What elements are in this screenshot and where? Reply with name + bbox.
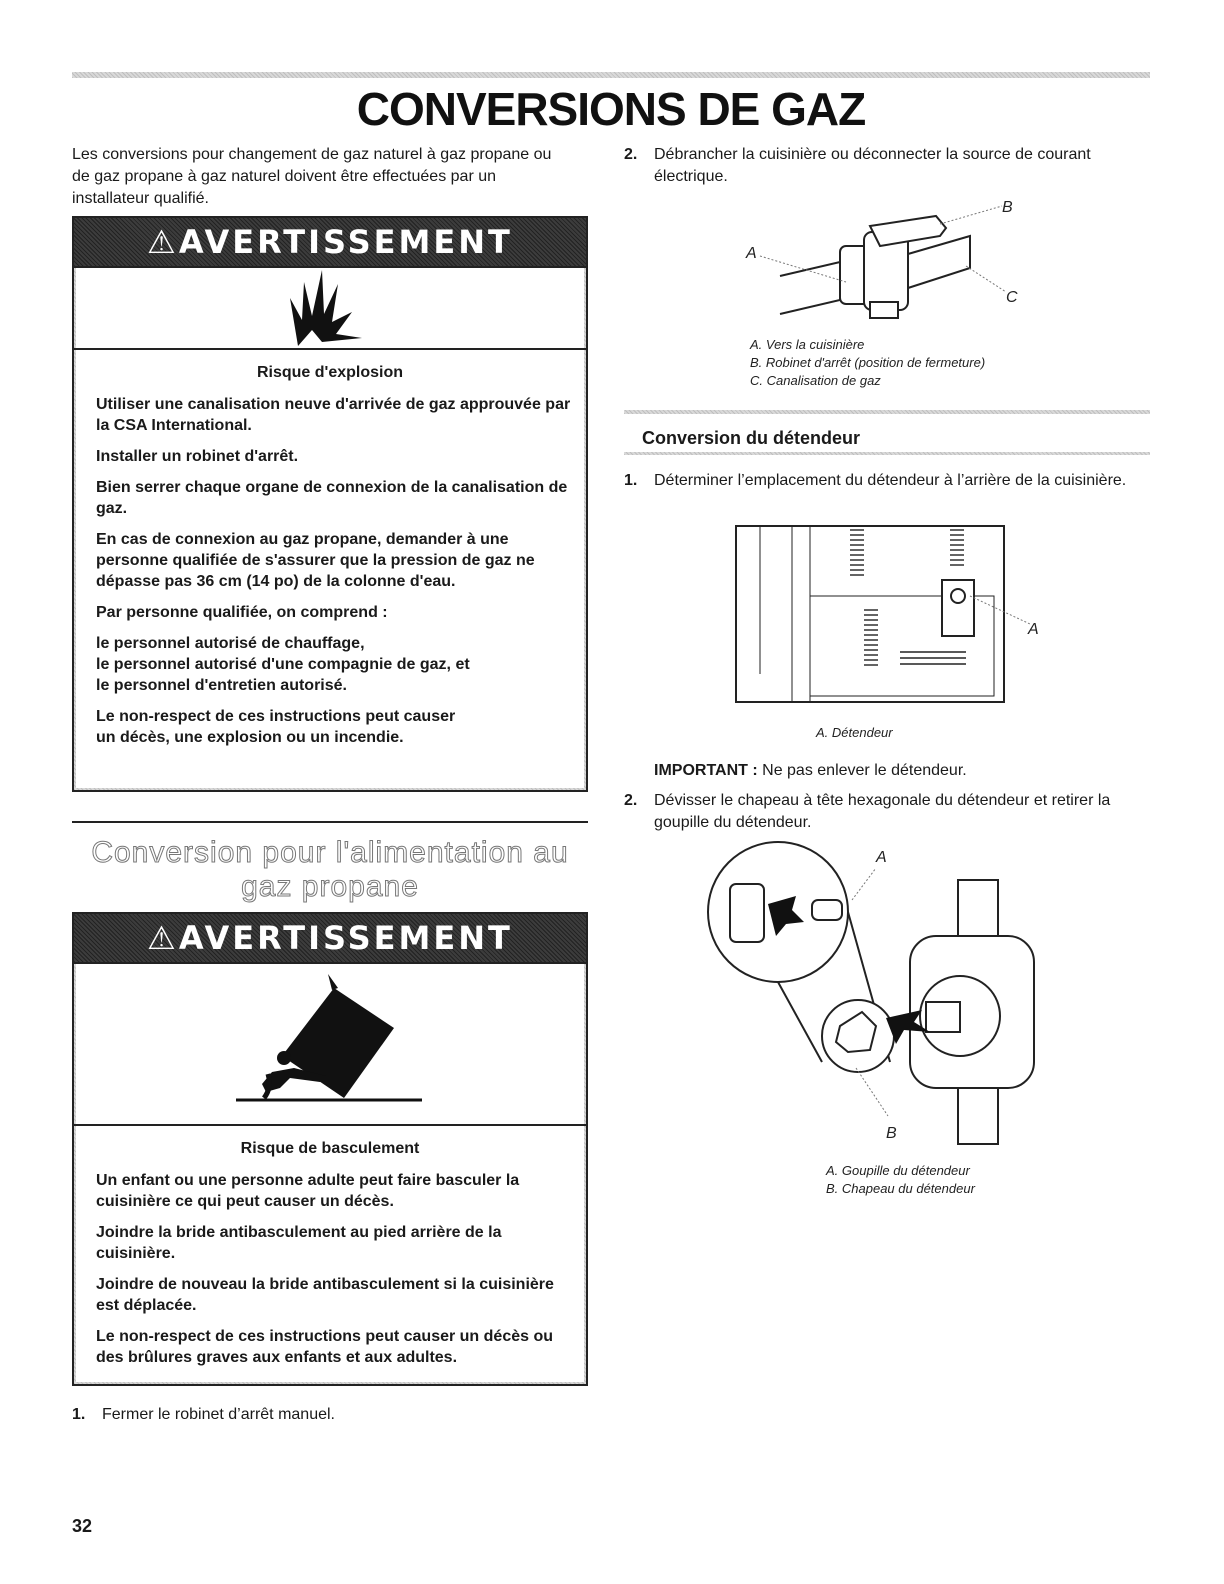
warning-pictogram-area bbox=[74, 266, 586, 350]
tip-over-icon bbox=[76, 964, 584, 1124]
warning-triangle-icon: ⚠ bbox=[147, 919, 179, 957]
important-label: IMPORTANT : bbox=[654, 762, 758, 779]
important-text: Ne pas enlever le détendeur. bbox=[757, 762, 967, 779]
figure-caption bbox=[826, 1162, 1126, 1198]
step-text: Débrancher la cuisinière ou déconnecter la source de courant électrique. bbox=[654, 146, 1091, 185]
step-number: 2. bbox=[624, 146, 638, 163]
figure-caption: A. Détendeur bbox=[816, 725, 893, 740]
caption-line: B. Robinet d'arrêt (position de fermeture) bbox=[750, 355, 986, 370]
top-rule bbox=[72, 72, 1150, 78]
figure-label: A bbox=[746, 245, 757, 262]
subsection-rule bbox=[624, 410, 1150, 414]
warning-header-text: AVERTISSEMENT bbox=[178, 223, 513, 261]
range-back-illustration bbox=[730, 524, 1050, 704]
warning-box-tip-over bbox=[72, 912, 588, 1386]
caption-line: A. Vers la cuisinière bbox=[750, 337, 865, 352]
shutoff-valve-illustration bbox=[740, 196, 1040, 332]
step-text: Déterminer l’emplacement du détendeur à l’arrière de la cuisinière. bbox=[654, 472, 1127, 489]
caption-line: B. Chapeau du détendeur bbox=[826, 1181, 975, 1196]
page-title: CONVERSIONS DE GAZ bbox=[356, 83, 866, 135]
warning-triangle-icon: ⚠ bbox=[147, 223, 179, 261]
warning-subtitle: Risque de basculement bbox=[240, 1140, 420, 1157]
warning-paragraph: Utiliser une canalisation neuve d'arrivée de gaz approuvée par la CSA International. bbox=[96, 396, 571, 434]
warning-paragraph: En cas de connexion au gaz propane, demander à une personne qualifiée de s'assurer que la pression de gaz ne dépasse pas 36 cm (14 po) de la colonne d'eau. bbox=[96, 531, 535, 590]
figure-label: C bbox=[1006, 289, 1018, 306]
figure-label: B bbox=[1002, 199, 1013, 216]
explosion-icon bbox=[76, 268, 584, 348]
step-text: Dévisser le chapeau à tête hexagonale du détendeur et retirer la goupille du détendeur. bbox=[654, 792, 1111, 831]
warning-paragraph: le personnel autorisé de chauffage, le personnel autorisé d'une compagnie de gaz, et le personnel d'entretien autorisé. bbox=[96, 635, 470, 694]
important-note bbox=[654, 760, 1134, 782]
step-number: 1. bbox=[72, 1406, 86, 1423]
warning-subtitle: Risque d'explosion bbox=[256, 364, 404, 381]
warning-header bbox=[74, 914, 586, 962]
page-number: 32 bbox=[72, 1516, 93, 1536]
warning-pictogram-area bbox=[74, 962, 586, 1126]
subsection-heading: Conversion du détendeur bbox=[642, 428, 861, 448]
warning-paragraph: Installer un robinet d'arrêt. bbox=[96, 448, 299, 465]
warning-header-text: AVERTISSEMENT bbox=[178, 919, 513, 957]
warning-body bbox=[74, 350, 586, 790]
warning-paragraph: Un enfant ou une personne adulte peut faire basculer la cuisinière ce qui peut causer un décès. bbox=[96, 1172, 520, 1210]
step-number: 2. bbox=[624, 792, 638, 809]
warning-paragraph: Le non-respect de ces instructions peut causer un décès, une explosion ou un incendie. bbox=[96, 708, 456, 746]
intro-paragraph: Les conversions pour changement de gaz naturel à gaz propane ou de gaz propane à gaz naturel doivent être effectuées par un installateur qualifié. bbox=[72, 146, 552, 207]
step-item bbox=[72, 1404, 572, 1428]
warning-paragraph: Le non-respect de ces instructions peut causer un décès ou des brûlures graves aux enfants et aux adultes. bbox=[96, 1328, 554, 1366]
section-divider bbox=[72, 821, 588, 823]
step-number: 1. bbox=[624, 472, 638, 489]
section-title: Conversion pour l'alimentation au gaz propane bbox=[91, 836, 569, 903]
figure-label: A bbox=[1028, 621, 1039, 638]
warning-body bbox=[74, 1126, 586, 1384]
figure-label: A bbox=[876, 849, 887, 866]
figure-caption bbox=[750, 336, 1130, 390]
regulator-cap-illustration bbox=[700, 840, 1040, 1146]
warning-paragraph: Bien serrer chaque organe de connexion de la canalisation de gaz. bbox=[96, 479, 568, 517]
warning-paragraph: Joindre de nouveau la bride antibasculement si la cuisinière est déplacée. bbox=[96, 1276, 554, 1314]
step-text: Fermer le robinet d’arrêt manuel. bbox=[102, 1406, 335, 1423]
warning-box-explosion bbox=[72, 216, 588, 792]
warning-paragraph: Joindre la bride antibasculement au pied arrière de la cuisinière. bbox=[96, 1224, 502, 1262]
step-item bbox=[624, 144, 1144, 188]
step-item bbox=[624, 790, 1144, 834]
figure-label: B bbox=[886, 1125, 897, 1142]
caption-line: C. Canalisation de gaz bbox=[750, 373, 881, 388]
warning-header bbox=[74, 218, 586, 266]
subsection-rule bbox=[624, 452, 1150, 455]
step-item bbox=[624, 470, 1144, 514]
caption-line: A. Goupille du détendeur bbox=[826, 1163, 970, 1178]
warning-paragraph: Par personne qualifiée, on comprend : bbox=[96, 604, 388, 621]
